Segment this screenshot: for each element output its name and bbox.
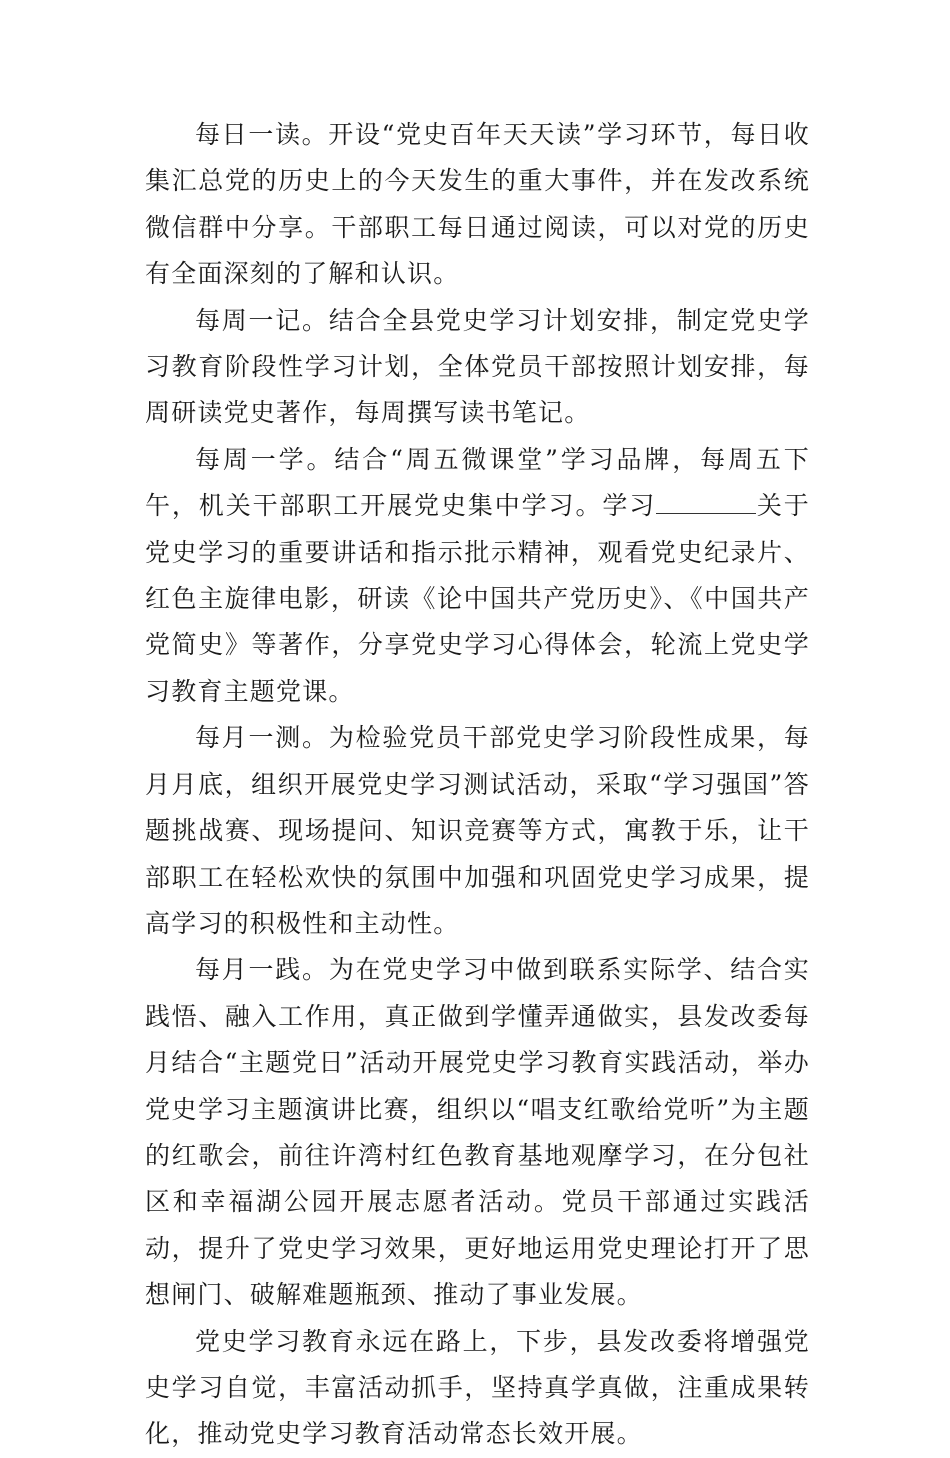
paragraph-monthly-test: 每月一测。为检验党员干部党史学习阶段性成果，每月月底，组织开展党史学习测试活动，采取“学习强国”答题挑战赛、现场提问、知识竞赛等方式，寓教于乐，让干部职工在轻松欢快的氛围中加强和巩固党史学习成果，提高学习的积极性和主动性。 (145, 723, 810, 938)
document-page (145, 112, 810, 1458)
weekly-study-text-before: 每周一学。结合“周五微课堂”学习品牌，每周五下午，机关干部职工开展党史集中学习。学习 (145, 444, 810, 521)
weekly-study-text-after: 关于党史学习的重要讲话和指示批示精神，观看党史纪录片、红色主旋律电影，研读《论中国共产党历史》、《中国共产党简史》等著作，分享党史学习心得体会，轮流上党史学习教育主题党课。 (145, 491, 810, 706)
paragraph-conclusion: 党史学习教育永远在路上，下步，县发改委将增强党史学习自觉，丰富活动抓手，坚持真学真做，注重成果转化，推动党史学习教育活动常态长效开展。 (145, 1326, 810, 1449)
paragraph-weekly-notes: 每周一记。结合全县党史学习计划安排，制定党史学习教育阶段性学习计划，全体党员干部按照计划安排，每周研读党史著作，每周撰写读书笔记。 (145, 305, 810, 428)
blank-line (656, 491, 756, 514)
paragraph-monthly-practice: 每月一践。为在党史学习中做到联系实际学、结合实践悟、融入工作用，真正做到学懂弄通做实，县发改委每月结合“主题党日”活动开展党史学习教育实践活动，举办党史学习主题演讲比赛，组织以“唱支红歌给党听”为主题的红歌会，前往许湾村红色教育基地观摩学习，在分包社区和幸福湖公园开展志愿者活动。党员干部通过实践活动，提升了党史学习效果，更好地运用党史理论打开了思想闸门、破解难题瓶颈、推动了事业发展。 (145, 955, 810, 1310)
paragraph-weekly-study (145, 437, 810, 715)
paragraph-daily-reading: 每日一读。开设“党史百年天天读”学习环节，每日收集汇总党的历史上的今天发生的重大事件，并在发改系统微信群中分享。干部职工每日通过阅读，可以对党的历史有全面深刻的了解和认识。 (145, 120, 810, 289)
